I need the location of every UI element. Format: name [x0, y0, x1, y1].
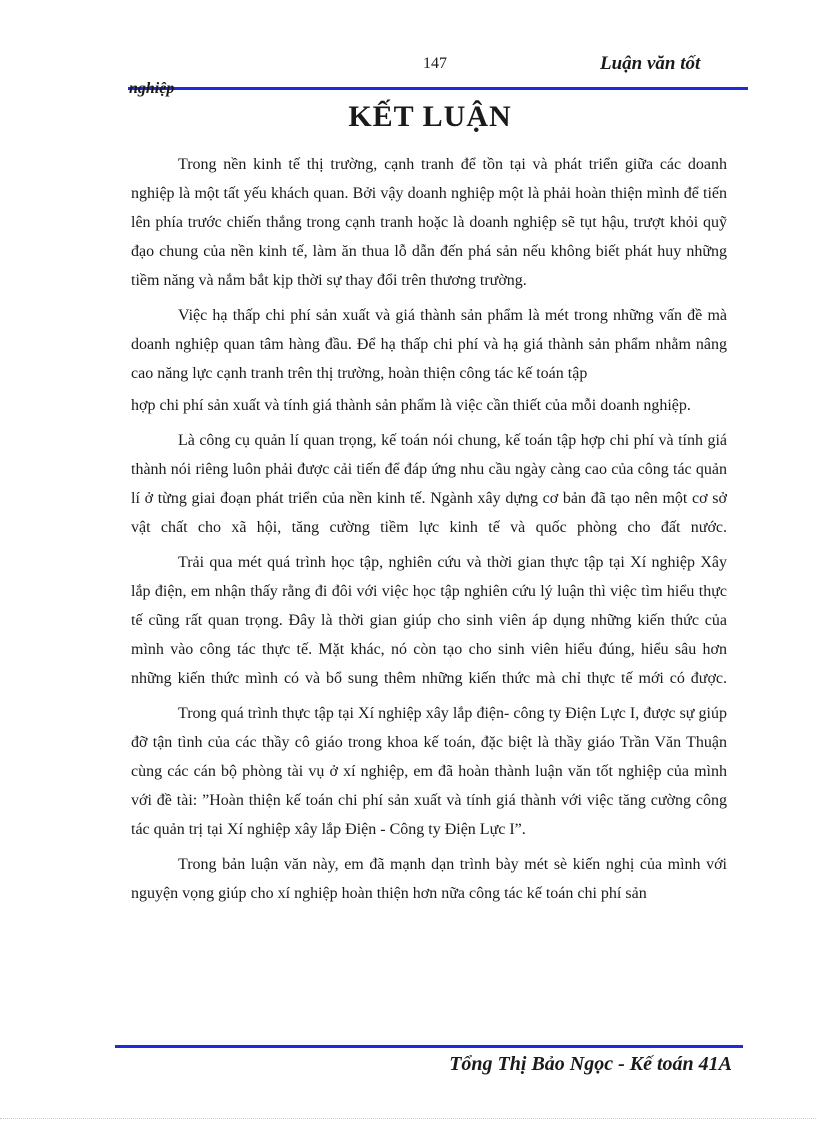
paragraph: Là công cụ quản lí quan trọng, kế toán nói chung, kế toán tập hợp chi phí và tính giá thành nói riêng luôn phải được cải tiến để đáp ứng nhu cầu ngày càng cao của công tác quản lí ở từng giai đoạn phát triển của nền kinh tế. Ngành xây dựng cơ bản đã tạo nên một cơ sở vật chất cho xã hội, tăng cường tiềm lực kinh tế và quốc phòng cho đất nước.: [131, 432, 727, 536]
paragraph: hợp chi phí sản xuất và tính giá thành sản phẩm là việc cần thiết của mỗi doanh nghiệp.: [131, 397, 691, 414]
page-number: 147: [423, 55, 447, 72]
paragraph: Trải qua mét quá trình học tập, nghiên cứu và thời gian thực tập tại Xí nghiệp Xây lắp điện, em nhận thấy rằng đi đôi với việc học tập nghiên cứu lý luận thì việc tìm hiểu thực tế cũng rất quan trọng. Đây là thời gian giúp cho sinh viên áp dụng những kiến thức của mình vào công tác thực tế. Mặt khác, nó còn tạo cho sinh viên hiểu đúng, hiểu sâu hơn những kiến thức mình có và bổ sung thêm những kiến thức mà chỉ thực tế mới có được.: [131, 554, 727, 687]
paragraph: Việc hạ thấp chi phí sản xuất và giá thành sản phẩm là mét trong những vấn đề mà doanh nghiệp quan tâm hàng đầu. Để hạ thấp chi phí và hạ giá thành sản phẩm nhằm nâng cao năng lực cạnh tranh trên thị trường, hoàn thiện công tác kế toán tập: [131, 307, 727, 382]
footer-rule: [115, 1045, 743, 1048]
header-title-wrap: nghiệp: [129, 80, 175, 97]
footer-author: Tổng Thị Bảo Ngọc - Kế toán 41A: [449, 1053, 732, 1075]
paragraph: Trong nền kinh tế thị trường, cạnh tranh để tồn tại và phát triển giữa các doanh nghiệp là một tất yếu khách quan. Bởi vậy doanh nghiệp một là phải hoàn thiện mình để tiến lên phía trước chiến thắng trong cạnh tranh hoặc là doanh nghiệp sẽ tụt hậu, trượt khỏi quỹ đạo chung của nền kinh tế, làm ăn thua lỗ dẫn đến phá sản nếu không biết phát huy những tiềm năng và nắm bắt kịp thời sự thay đổi trên thương trường.: [131, 156, 727, 289]
page-edge-divider: [0, 1118, 816, 1119]
paragraph: Trong bản luận văn này, em đã mạnh dạn trình bày mét sè kiến nghị của mình với nguyện vọng giúp cho xí nghiệp hoàn thiện hơn nữa công tác kế toán chi phí sản: [131, 856, 727, 902]
header-rule: [128, 87, 748, 90]
header-title: Luận văn tốt: [600, 53, 701, 74]
document-body: [131, 150, 727, 908]
paragraph: Trong quá trình thực tập tại Xí nghiệp xây lắp điện- công ty Điện Lực I, được sự giúp đỡ tận tình của các thầy cô giáo trong khoa kế toán, đặc biệt là thầy giáo Trần Văn Thuận cùng các cán bộ phòng tài vụ ở xí nghiệp, em đã hoàn thành luận văn tốt nghiệp của mình với đề tài: ”Hoàn thiện kế toán chi phí sản xuất và tính giá thành với việc tăng cường công tác quản trị tại Xí nghiệp xây lắp Điện - Công ty Điện Lực I”.: [131, 705, 727, 838]
document-title: KẾT LUẬN: [348, 100, 512, 133]
